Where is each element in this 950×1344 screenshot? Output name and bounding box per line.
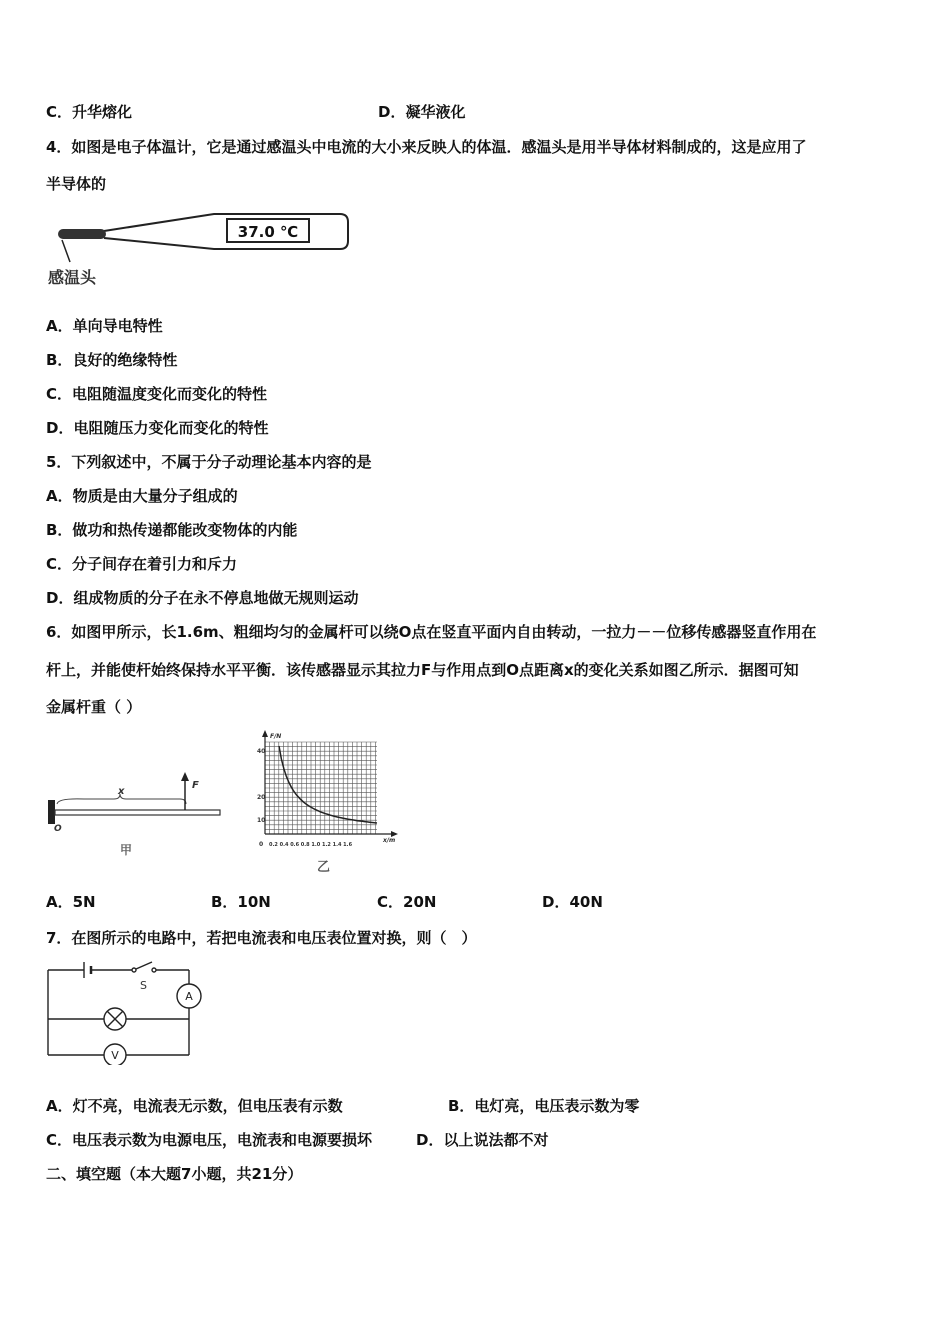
- q6-option-a: A．5N: [46, 893, 96, 911]
- figure-a-caption: 甲: [120, 843, 133, 857]
- y-tick-20: 20: [257, 794, 266, 801]
- q6-stem-line1: 6．如图甲所示，长1.6m、粗细均匀的金属杆可以绕O点在竖直平面内自由转动，一拉力－－位移传感器竖直作用在: [46, 623, 817, 641]
- q4-option-a: A．单向导电特性: [46, 317, 163, 335]
- q6-option-c: C．20N: [377, 893, 437, 911]
- circuit-figure: [44, 955, 214, 1065]
- y-tick-40: 40: [257, 748, 266, 755]
- ammeter-label: A: [185, 990, 193, 1003]
- pivot-wall: [48, 800, 55, 824]
- label-O: O: [54, 824, 62, 834]
- y-axis-label: F/N: [270, 733, 282, 740]
- x-axis-label: x/m: [383, 837, 396, 844]
- q4-option-c: C．电阻随温度变化而变化的特性: [46, 385, 268, 403]
- q7-option-a: A．灯不亮，电流表无示数，但电压表有示数: [46, 1097, 343, 1115]
- voltmeter-label: V: [111, 1049, 119, 1062]
- label-F: F: [192, 780, 199, 791]
- q6-stem-line2: 杆上，并能使杆始终保持水平平衡．该传感器显示其拉力F与作用点到O点距离x的变化关系如图乙所示．据图可知: [46, 661, 799, 679]
- q5-option-c: C．分子间存在着引力和斥力: [46, 555, 238, 573]
- metal-rod: [55, 810, 220, 815]
- q5-option-d: D．组成物质的分子在永不停息地做无规则运动: [46, 589, 359, 607]
- q5-option-a: A．物质是由大量分子组成的: [46, 487, 238, 505]
- q7-option-b: B．电灯亮，电压表示数为零: [448, 1097, 640, 1115]
- q4-stem-line2: 半导体的: [46, 175, 107, 193]
- force-distance-graph: [255, 728, 405, 878]
- section-2-heading: 二、填空题（本大题7小题，共21分）: [46, 1165, 303, 1183]
- switch-label: S: [140, 979, 147, 992]
- origin-label: 0: [259, 841, 264, 848]
- thermometer-reading: 37.0 ℃: [237, 223, 299, 241]
- q6-stem-line3: 金属杆重（ ）: [46, 698, 142, 716]
- lever-figure: [44, 744, 229, 864]
- probe-tip: [58, 229, 106, 239]
- probe-label: 感温头: [48, 268, 97, 287]
- q6-option-d: D．40N: [542, 893, 603, 911]
- graph-grid: [265, 742, 377, 834]
- q7-stem: 7．在图所示的电路中，若把电流表和电压表位置对换，则（ ）: [46, 929, 477, 947]
- figure-b-caption: 乙: [317, 860, 331, 875]
- force-curve: [279, 746, 377, 823]
- y-tick-10: 10: [257, 817, 266, 824]
- q6-option-b: B．10N: [211, 893, 271, 911]
- q3-option-d: D．凝华液化: [378, 103, 466, 121]
- q7-option-d: D．以上说法都不对: [416, 1131, 549, 1149]
- switch-lever: [136, 962, 152, 969]
- x-ticks: 0.2 0.4 0.6 0.8 1.0 1.2 1.4 1.6: [269, 842, 353, 848]
- q4-option-b: B．良好的绝缘特性: [46, 351, 178, 369]
- thermometer-figure: [44, 204, 354, 296]
- q5-stem: 5．下列叙述中，不属于分子动理论基本内容的是: [46, 453, 372, 471]
- q5-option-b: B．做功和热传递都能改变物体的内能: [46, 521, 298, 539]
- q3-option-c: C．升华熔化: [46, 103, 133, 121]
- q4-stem-line1: 4．如图是电子体温计，它是通过感温头中电流的大小来反映人的体温．感温头是用半导体材料制成的，这是应用了: [46, 138, 807, 156]
- q7-option-c: C．电压表示数为电源电压，电流表和电源要损坏: [46, 1131, 373, 1149]
- q4-option-d: D．电阻随压力变化而变化的特性: [46, 419, 269, 437]
- label-x: x: [118, 786, 125, 797]
